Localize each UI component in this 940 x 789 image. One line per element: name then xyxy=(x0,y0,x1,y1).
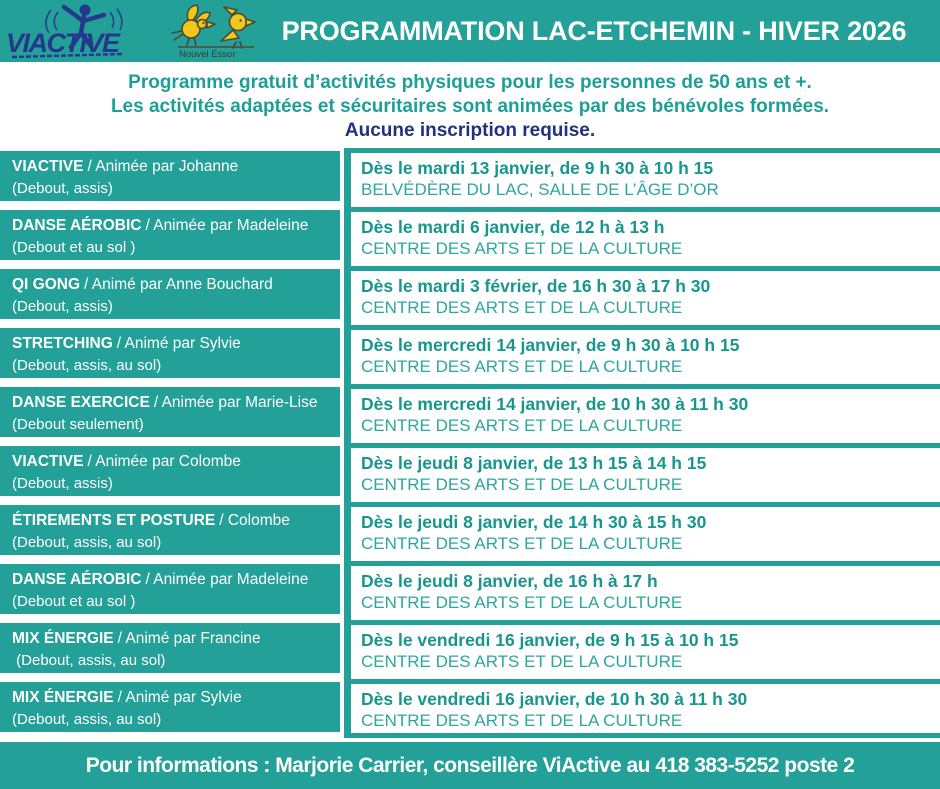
schedule-cell xyxy=(344,266,940,325)
table-row xyxy=(0,502,940,561)
activity-name: DANSE AÉROBIC xyxy=(12,217,142,234)
activity-positions: (Debout et au sol ) xyxy=(12,593,136,610)
activity-cell xyxy=(0,328,340,378)
activity-line xyxy=(12,217,334,235)
schedule-location: CENTRE DES ARTS ET DE LA CULTURE xyxy=(361,593,683,612)
schedule-datetime: Dès le jeudi 8 janvier, de 16 h à 17 h xyxy=(361,571,658,591)
schedule-datetime: Dès le mercredi 14 janvier, de 9 h 30 à 10 h 15 xyxy=(361,335,740,355)
schedule-datetime: Dès le mardi 3 février, de 16 h 30 à 17 h 30 xyxy=(361,276,711,296)
schedule-cell xyxy=(344,325,940,384)
schedule-location: CENTRE DES ARTS ET DE LA CULTURE xyxy=(361,416,683,435)
schedule-location: CENTRE DES ARTS ET DE LA CULTURE xyxy=(361,475,683,494)
activity-animator: / Animée par Madeleine xyxy=(145,571,309,588)
footer-contact-bar xyxy=(0,742,940,789)
activity-line xyxy=(12,571,334,589)
activity-name: ÉTIREMENTS ET POSTURE xyxy=(12,512,216,529)
activity-animator: / Animée par Colombe xyxy=(87,453,241,470)
schedule-location: CENTRE DES ARTS ET DE LA CULTURE xyxy=(361,298,683,317)
schedule-cell xyxy=(344,384,940,443)
activity-line xyxy=(12,689,334,707)
schedule-location: CENTRE DES ARTS ET DE LA CULTURE xyxy=(361,711,683,730)
schedule-location: CENTRE DES ARTS ET DE LA CULTURE xyxy=(361,652,683,671)
schedule-cell xyxy=(344,561,940,620)
activity-name: QI GONG xyxy=(12,276,81,293)
activity-positions: (Debout, assis) xyxy=(12,475,113,492)
activity-positions: (Debout, assis, au sol) xyxy=(12,711,162,728)
schedule-location: CENTRE DES ARTS ET DE LA CULTURE xyxy=(361,357,683,376)
table-row xyxy=(0,384,940,443)
schedule-datetime: Dès le mardi 13 janvier, de 9 h 30 à 10 h 15 xyxy=(361,158,714,178)
activity-cell xyxy=(0,564,340,614)
activity-line xyxy=(12,394,334,412)
activity-line xyxy=(12,158,334,176)
table-row xyxy=(0,620,940,679)
viactive-logo-icon xyxy=(6,2,156,60)
schedule-datetime: Dès le jeudi 8 janvier, de 14 h 30 à 15 h 30 xyxy=(361,512,707,532)
activity-line xyxy=(12,335,334,353)
schedule-cell xyxy=(344,148,940,207)
activity-name: VIACTIVE xyxy=(12,158,84,175)
nouvel-essor-logo-icon xyxy=(166,2,262,60)
activity-positions: (Debout seulement) xyxy=(12,416,144,433)
schedule-table xyxy=(0,148,940,738)
nouvel-essor-label: Nouvel Essor xyxy=(179,49,236,60)
activity-line xyxy=(12,276,334,294)
header-bar xyxy=(0,0,940,62)
activity-line xyxy=(12,630,334,648)
activity-cell xyxy=(0,269,340,319)
page-title: PROGRAMMATION LAC-ETCHEMIN - HIVER 2026 xyxy=(281,15,907,46)
viactive-logo-text: VIACTIVE xyxy=(6,28,119,58)
intro-line-no-registration: Aucune inscription requise. xyxy=(344,120,596,141)
table-row xyxy=(0,679,940,738)
activity-animator: / Animé par Anne Bouchard xyxy=(84,276,273,293)
activity-animator: / Colombe xyxy=(219,512,290,529)
activity-line xyxy=(12,453,334,471)
activity-cell xyxy=(0,446,340,496)
activity-name: STRETCHING xyxy=(12,335,113,352)
schedule-cell xyxy=(344,443,940,502)
intro-line-2: Les activités adaptées et sécuritaires sont animées par des bénévoles formées. xyxy=(110,96,830,117)
schedule-cell xyxy=(344,502,940,561)
activity-animator: / Animé par Sylvie xyxy=(116,335,241,352)
activity-animator: / Animée par Johanne xyxy=(87,158,239,175)
activity-cell xyxy=(0,210,340,260)
activity-cell xyxy=(0,682,340,732)
schedule-datetime: Dès le jeudi 8 janvier, de 13 h 15 à 14 h 15 xyxy=(361,453,707,473)
schedule-cell xyxy=(344,207,940,266)
activity-line xyxy=(12,512,334,530)
intro-text xyxy=(0,62,940,143)
activity-positions: (Debout, assis, au sol) xyxy=(12,357,162,374)
activity-cell xyxy=(0,387,340,437)
schedule-location: CENTRE DES ARTS ET DE LA CULTURE xyxy=(361,239,683,258)
activity-name: MIX ÉNERGIE xyxy=(12,630,114,647)
schedule-location: BELVÉDÈRE DU LAC, SALLE DE L’ÂGE D’OR xyxy=(361,180,719,199)
schedule-datetime: Dès le vendredi 16 janvier, de 9 h 15 à 10 h 15 xyxy=(361,630,739,650)
table-row xyxy=(0,325,940,384)
activity-name: VIACTIVE xyxy=(12,453,84,470)
activity-animator: / Animé par Francine xyxy=(117,630,261,647)
activity-cell xyxy=(0,151,340,201)
schedule-cell xyxy=(344,679,940,738)
activity-positions: (Debout, assis, au sol) xyxy=(12,652,166,669)
activity-cell xyxy=(0,623,340,673)
schedule-datetime: Dès le vendredi 16 janvier, de 10 h 30 à 11 h 30 xyxy=(361,689,748,709)
activity-cell xyxy=(0,505,340,555)
activity-animator: / Animée par Madeleine xyxy=(145,217,309,234)
activity-name: DANSE AÉROBIC xyxy=(12,571,142,588)
schedule-datetime: Dès le mercredi 14 janvier, de 10 h 30 à 11 h 30 xyxy=(361,394,749,414)
table-row xyxy=(0,266,940,325)
table-row xyxy=(0,561,940,620)
activity-name: DANSE EXERCICE xyxy=(12,394,150,411)
schedule-cell xyxy=(344,620,940,679)
activity-animator: / Animé par Sylvie xyxy=(117,689,242,706)
activity-positions: (Debout et au sol ) xyxy=(12,239,136,256)
table-row xyxy=(0,207,940,266)
activity-positions: (Debout, assis) xyxy=(12,298,113,315)
activity-positions: (Debout, assis) xyxy=(12,180,113,197)
footer-contact-text: Pour informations : Marjorie Carrier, conseillère ViActive au 418 383-5252 poste 2 xyxy=(85,753,855,777)
table-row xyxy=(0,443,940,502)
activity-positions: (Debout, assis, au sol) xyxy=(12,534,162,551)
activity-name: MIX ÉNERGIE xyxy=(12,689,114,706)
schedule-location: CENTRE DES ARTS ET DE LA CULTURE xyxy=(361,534,683,553)
schedule-datetime: Dès le mardi 6 janvier, de 12 h à 13 h xyxy=(361,217,665,237)
activity-animator: / Animée par Marie-Lise xyxy=(153,394,318,411)
intro-line-1: Programme gratuit d’activités physiques pour les personnes de 50 ans et +. xyxy=(128,72,812,93)
table-row xyxy=(0,148,940,207)
